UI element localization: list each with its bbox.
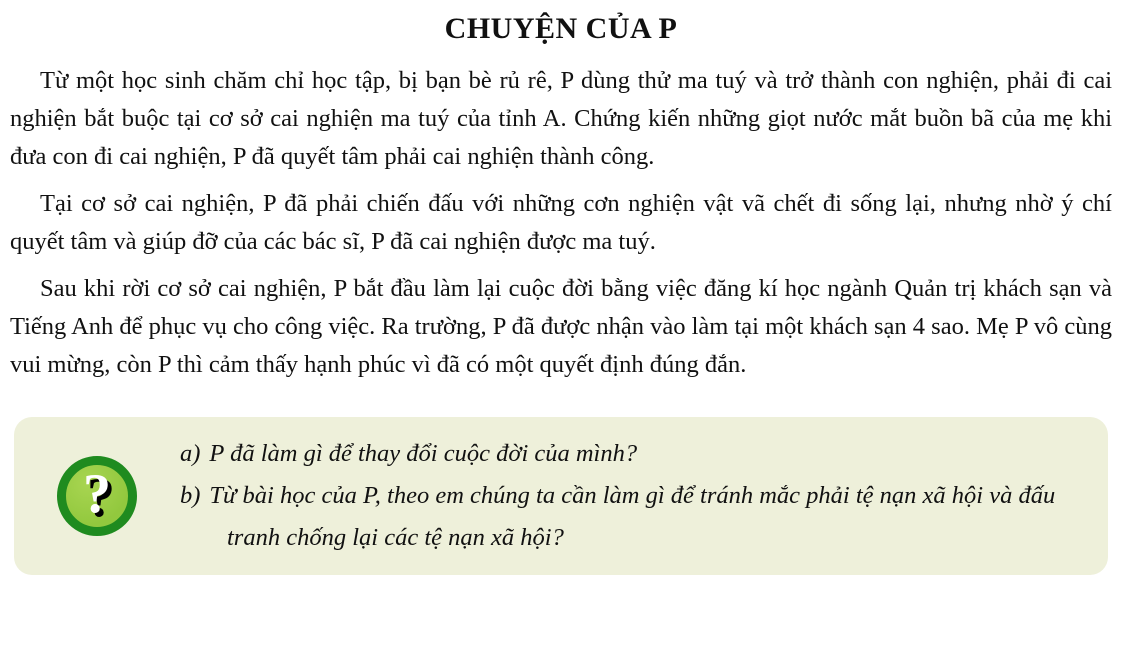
story-text xyxy=(10,62,1112,384)
paragraph-3: Sau khi rời cơ sở cai nghiện, P bắt đầu làm lại cuộc đời bằng việc đăng kí học ngành Quản trị khách sạn và Tiếng Anh để phục vụ cho công việc. Ra trường, P đã được nhận vào làm tại một khách sạn 4 sao. Mẹ P vô cùng vui mừng, còn P thì cảm thấy hạnh phúc vì đã có một quyết định đúng đắn. xyxy=(10,275,1112,378)
question-mark-glyph: ? xyxy=(83,463,111,525)
question-a-text: P đã làm gì để thay đổi cuộc đời của mình? xyxy=(209,440,638,467)
question-a-label: a) xyxy=(180,440,201,467)
paragraph-1: Từ một học sinh chăm chỉ học tập, bị bạn bè rủ rê, P dùng thử ma tuý và trở thành con nghiện, phải đi cai nghiện bắt buộc tại cơ sở cai nghiện ma tuý của tỉnh A. Chứng kiến những giọt nước mắt buồn bã của mẹ khi đưa con đi cai nghiện, P đã quyết tâm phải cai nghiện thành công. xyxy=(10,67,1112,170)
question-b-label: b) xyxy=(180,482,201,509)
question-box xyxy=(14,417,1108,575)
question-a xyxy=(180,433,1088,475)
question-icon-cell xyxy=(14,456,180,536)
question-b-text: Từ bài học của P, theo em chúng ta cần làm gì để tránh mắc phải tệ nạn xã hội và đấu tranh chống lại các tệ nạn xã hội? xyxy=(209,482,1056,551)
paragraph-2: Tại cơ sở cai nghiện, P đã phải chiến đấu với những cơn nghiện vật vã chết đi sống lại, nhưng nhờ ý chí quyết tâm và giúp đỡ của các bác sĩ, P đã cai nghiện được ma tuý. xyxy=(10,190,1112,255)
question-list xyxy=(180,433,1108,559)
question-b xyxy=(180,475,1088,559)
question-mark-icon xyxy=(57,456,137,536)
page-title: CHUYỆN CỦA P xyxy=(444,12,678,45)
